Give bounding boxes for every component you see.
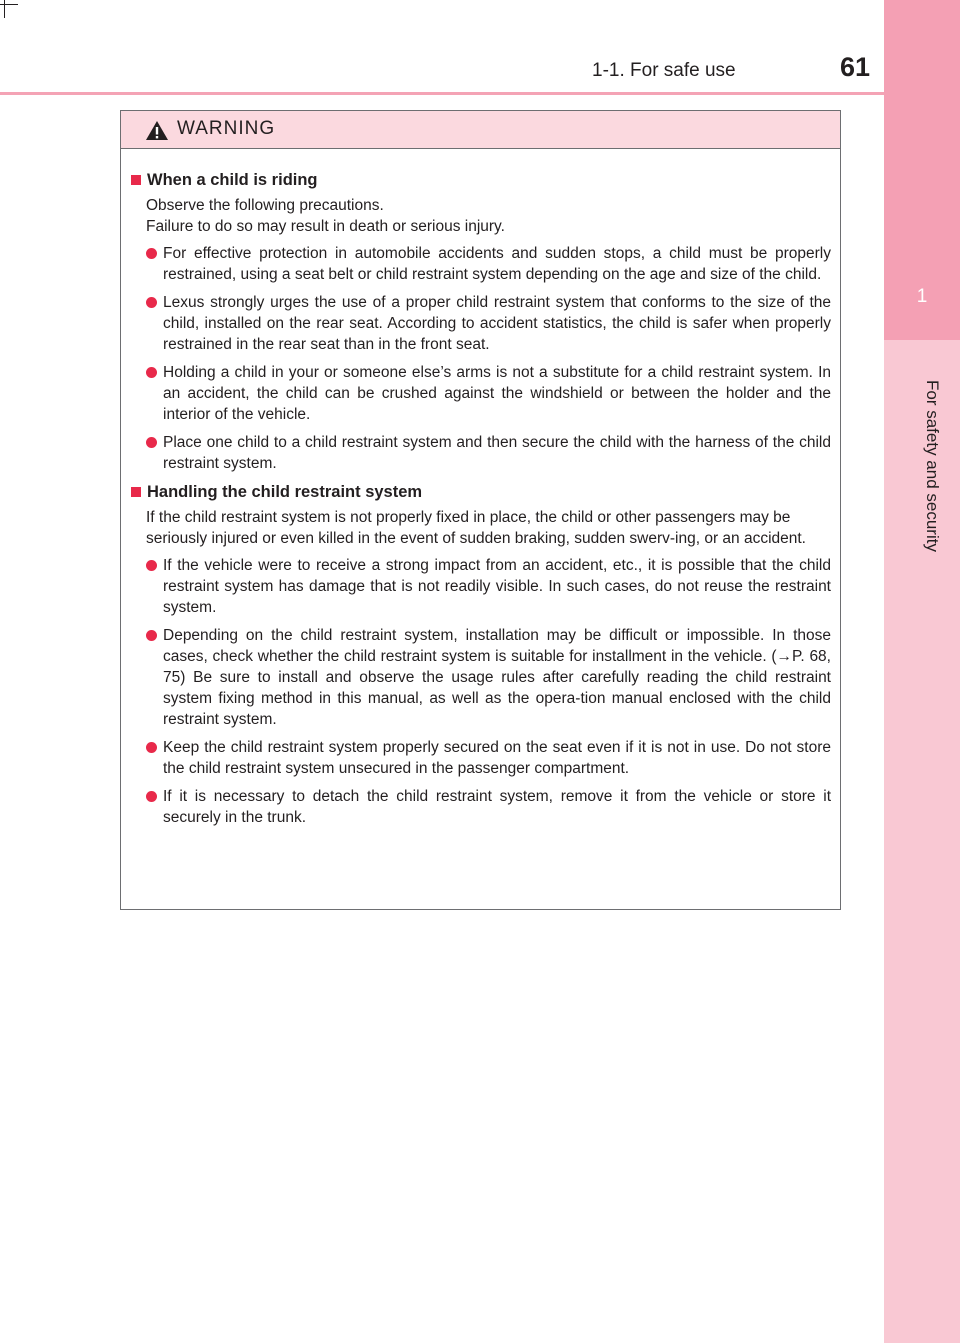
chapter-number: 1	[916, 286, 928, 307]
section-intro	[146, 195, 831, 237]
crop-mark	[0, 4, 18, 5]
bullet-dot-icon	[146, 367, 157, 378]
chapter-title: For safety and security	[923, 380, 942, 552]
crop-mark	[4, 0, 5, 18]
square-bullet-icon	[131, 487, 141, 497]
bullet-dot-icon	[146, 742, 157, 753]
bullet-text: Keep the child restraint system properly secured on the seat even if it is not in use. Do not store the child restraint system unsecured in the passenger compartment.	[163, 739, 831, 777]
bullet-item	[146, 432, 831, 474]
bullet-text: For effective protection in automobile accidents and sudden stops, a child must be properly restrained, using a seat belt or child restraint system depending on the age and size of the child.	[163, 245, 831, 283]
warning-content	[131, 169, 831, 835]
bullet-text: Depending on the child restraint system, installation may be difficult or impossible. In those cases, check whether the child restraint system is suitable for installment in the vehicle. (→P. 68, 75) Be sure to install and observe the usage rules after carefully reading the child restraint system fixing method in this manual, as well as the opera-tion manual enclosed with the child restraint system.	[163, 627, 831, 728]
section-heading-text: When a child is riding	[147, 171, 318, 189]
page-number: 61	[840, 52, 871, 82]
bullet-dot-icon	[146, 560, 157, 571]
warning-triangle-icon	[145, 120, 169, 146]
intro-line: If the child restraint system is not properly fixed in place, the child or other passengers may be seriously injured or even killed in the event of sudden braking, sudden swerv-ing, or an accident.	[146, 509, 806, 547]
bullet-item	[146, 625, 831, 730]
bullet-dot-icon	[146, 248, 157, 259]
intro-line: Observe the following precautions.	[146, 197, 384, 214]
warning-box	[120, 110, 841, 910]
intro-line: Failure to do so may result in death or serious injury.	[146, 218, 505, 235]
bullet-item	[146, 243, 831, 285]
bullet-item	[146, 292, 831, 355]
header-rule	[0, 92, 884, 95]
section-heading-text: Handling the child restraint system	[147, 483, 423, 501]
bullet-item	[146, 737, 831, 779]
warning-header	[121, 111, 840, 149]
bullet-dot-icon	[146, 791, 157, 802]
bullet-dot-icon	[146, 630, 157, 641]
bullet-dot-icon	[146, 437, 157, 448]
bullet-dot-icon	[146, 297, 157, 308]
bullet-text: Place one child to a child restraint system and then secure the child with the harness of the child restraint system.	[163, 434, 831, 472]
bullet-text: If it is necessary to detach the child restraint system, remove it from the vehicle or store it securely in the trunk.	[163, 788, 831, 826]
section-intro	[146, 507, 831, 549]
bullet-item	[146, 362, 831, 425]
chapter-side-tab[interactable]	[884, 0, 960, 1343]
bullet-text: If the vehicle were to receive a strong impact from an accident, etc., it is possible that the child restraint system has damage that is not readily visible. In such cases, do not reuse the restraint system.	[163, 557, 831, 616]
bullet-text: Lexus strongly urges the use of a proper child restraint system that conforms to the size of the child, installed on the rear seat. According to accident statistics, the child is safer when properly restrained in the rear seat than in the front seat.	[163, 294, 831, 353]
bullet-text: Holding a child in your or someone else’s arms is not a substitute for a child restraint system. In an accident, the child can be crushed against the windshield or between the holder and the interior of the vehicle.	[163, 364, 831, 423]
square-bullet-icon	[131, 175, 141, 185]
bullet-item	[146, 555, 831, 618]
warning-title: WARNING	[177, 118, 276, 139]
section-heading	[131, 169, 831, 191]
section-title: 1-1. For safe use	[592, 60, 736, 81]
bullet-item	[146, 786, 831, 828]
section-heading	[131, 481, 831, 503]
